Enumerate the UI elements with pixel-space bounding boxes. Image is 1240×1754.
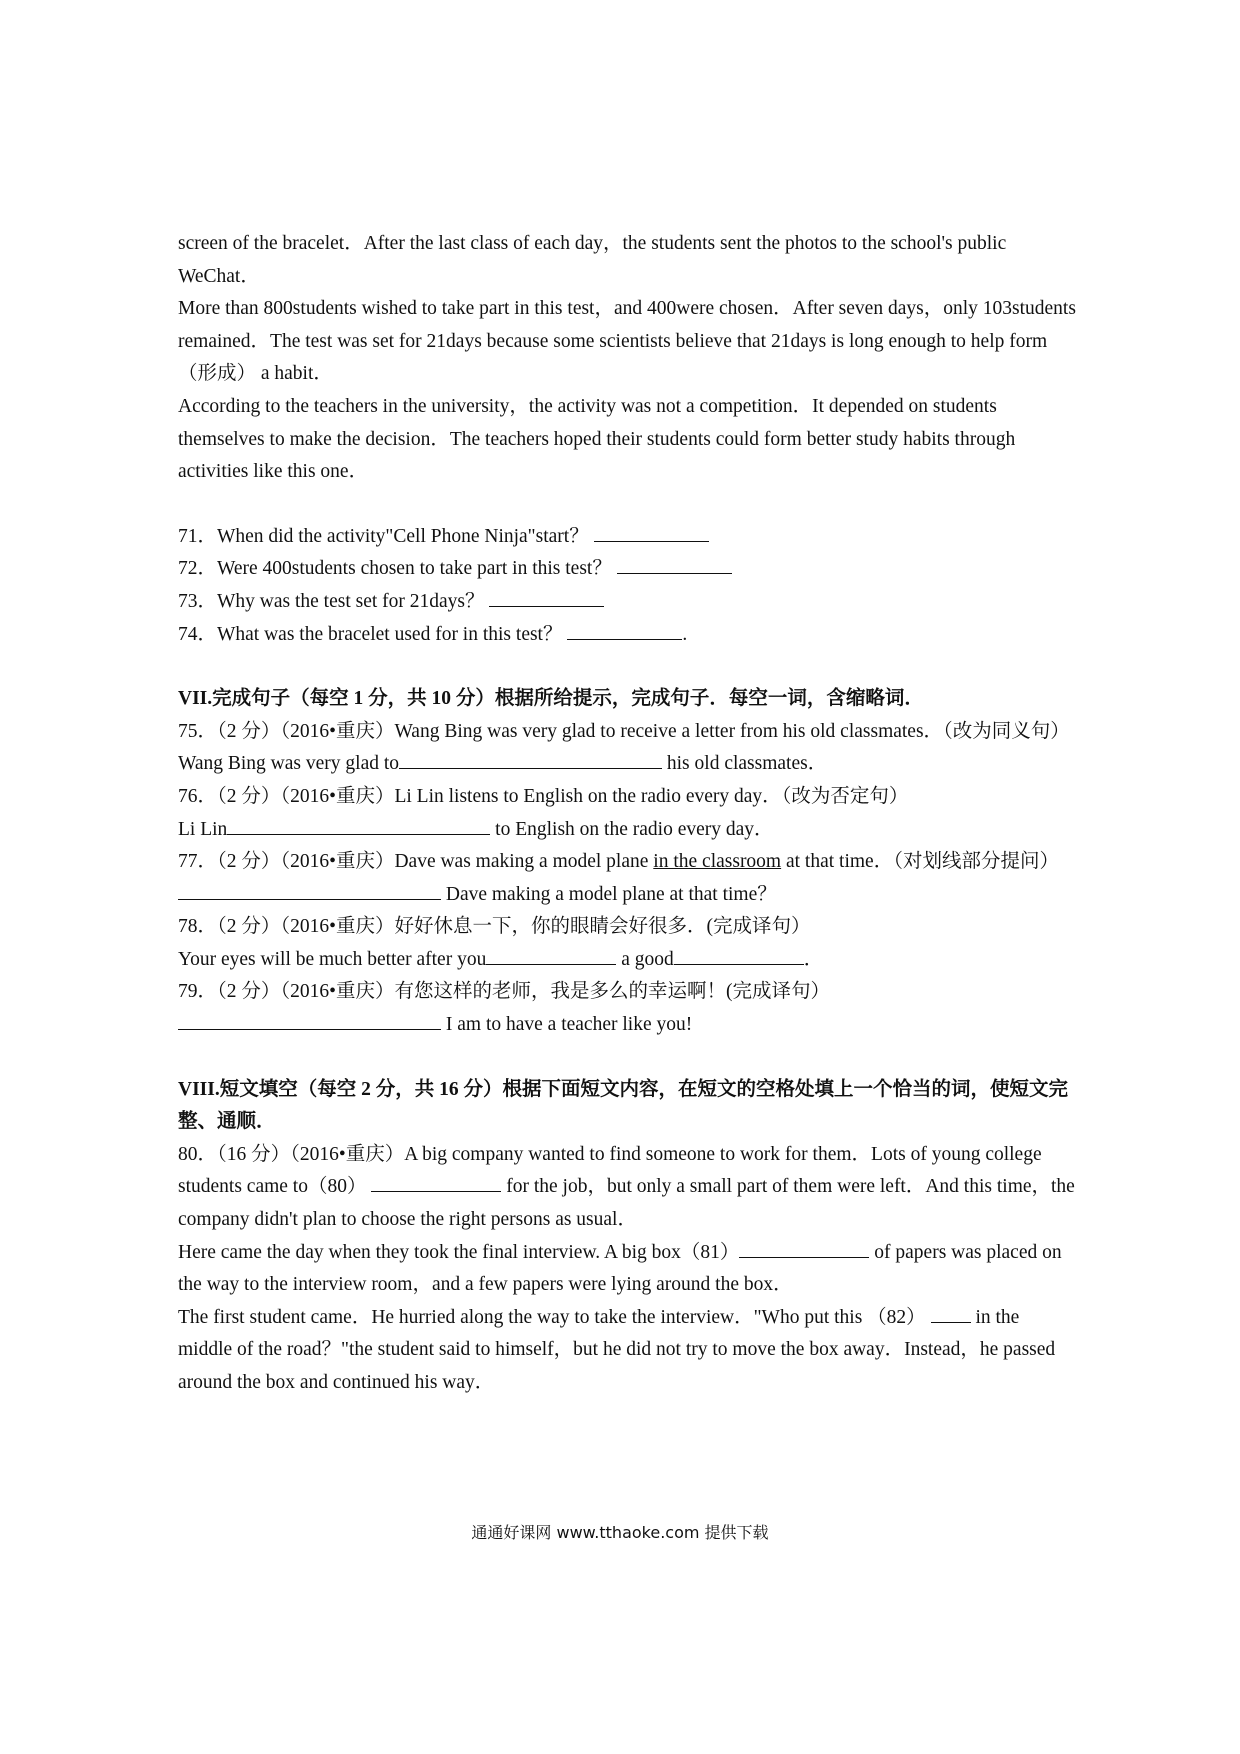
question-80-paragraph-3: The first student came．He hurried along the way to take the interview．"Who put this （82） in the middle of the road？"the student said to himself，but he did not try to move the box away．Instead，he passed around the box and continued his way．: [178, 1302, 1078, 1400]
answer-blank-74[interactable]: [567, 619, 682, 640]
answer-blank-71[interactable]: [594, 521, 709, 542]
document-body: [178, 228, 1078, 1400]
answer-blank-78b[interactable]: [674, 944, 804, 965]
question-78-prompt: 78．（2 分）（2016•重庆）好好休息一下，你的眼睛会好很多．(完成译句）: [178, 916, 811, 938]
page-footer: 通通好课网 www.tthaoke.com 提供下载: [471, 1523, 769, 1542]
answer-blank-78a[interactable]: [486, 944, 616, 965]
passage-paragraph-2: More than 800students wished to take part in this test，and 400were chosen．After seven days，only 103students remained．The test was set for 21days because some scientists believe that 21days is long enough to help form （形成） a habit．: [178, 298, 1076, 385]
question-79-prompt: 79．（2 分）（2016•重庆）有您这样的老师，我是多么的幸运啊！(完成译句）: [178, 981, 830, 1003]
section-8-title: VIII.短文填空（每空 2 分，共 16 分）根据下面短文内容，在短文的空格处填上一个恰当的词，使短文完整、通顺．: [178, 1078, 1068, 1133]
question-74: 74．What was the bracelet used for in this test？ .: [178, 619, 1078, 652]
underlined-phrase: in the classroom: [653, 851, 782, 873]
question-75-prompt: 75．（2 分）（2016•重庆）Wang Bing was very glad to receive a letter from his old classmates．（改为同义句）: [178, 720, 1070, 742]
answer-blank-81[interactable]: [739, 1237, 869, 1258]
passage-paragraph-3: According to the teachers in the university，the activity was not a competition．It depended on students themselves to make the decision．The teachers hoped their students could form better study habits through activities like this one．: [178, 395, 1016, 483]
answer-blank-75[interactable]: [399, 748, 662, 769]
answer-blank-77[interactable]: [178, 879, 441, 900]
answer-blank-82[interactable]: [931, 1302, 971, 1323]
question-78-answer-line: Your eyes will be much better after you a good ．: [178, 944, 1078, 977]
answer-blank-76[interactable]: [227, 814, 490, 835]
question-76-answer-line: Li Lin to English on the radio every day．: [178, 814, 1078, 847]
answer-blank-80[interactable]: [371, 1171, 501, 1192]
question-79-answer-line: I am to have a teacher like you!: [178, 1009, 1078, 1042]
question-80-paragraph-2: Here came the day when they took the final interview. A big box（81） of papers was placed on the way to the interview room，and a few papers were lying around the box．: [178, 1237, 1078, 1302]
answer-blank-72[interactable]: [617, 553, 732, 574]
answer-blank-73[interactable]: [489, 586, 604, 607]
question-77-prompt: 77．（2 分）（2016•重庆）Dave was making a model plane in the classroom at that time．（对划线部分提问）: [178, 851, 1059, 873]
question-75-answer-line: Wang Bing was very glad to his old classmates．: [178, 748, 1078, 781]
answer-blank-79[interactable]: [178, 1009, 441, 1030]
section-7-title: VII.完成句子（每空 1 分，共 10 分）根据所给提示，完成句子．每空一词，含缩略词．: [178, 688, 924, 710]
question-73: 73．Why was the test set for 21days？: [178, 586, 1078, 619]
question-80-paragraph-1: 80．（16 分）（2016•重庆）A big company wanted to find someone to work for them．Lots of young college students came to（80） for the job，but only a small part of them were left．And this time，the company didn't plan to choose the right persons as usual．: [178, 1143, 1075, 1231]
question-72: 72．Were 400students chosen to take part in this test？: [178, 553, 1078, 586]
question-76-prompt: 76．（2 分）（2016•重庆）Li Lin listens to English on the radio every day．（改为否定句）: [178, 785, 909, 807]
passage-paragraph-1: screen of the bracelet．After the last class of each day，the students sent the photos to the school's public WeChat．: [178, 233, 1007, 287]
question-71: 71．When did the activity"Cell Phone Ninja"start？: [178, 521, 1078, 554]
question-77-answer-line: Dave making a model plane at that time？: [178, 879, 1078, 912]
